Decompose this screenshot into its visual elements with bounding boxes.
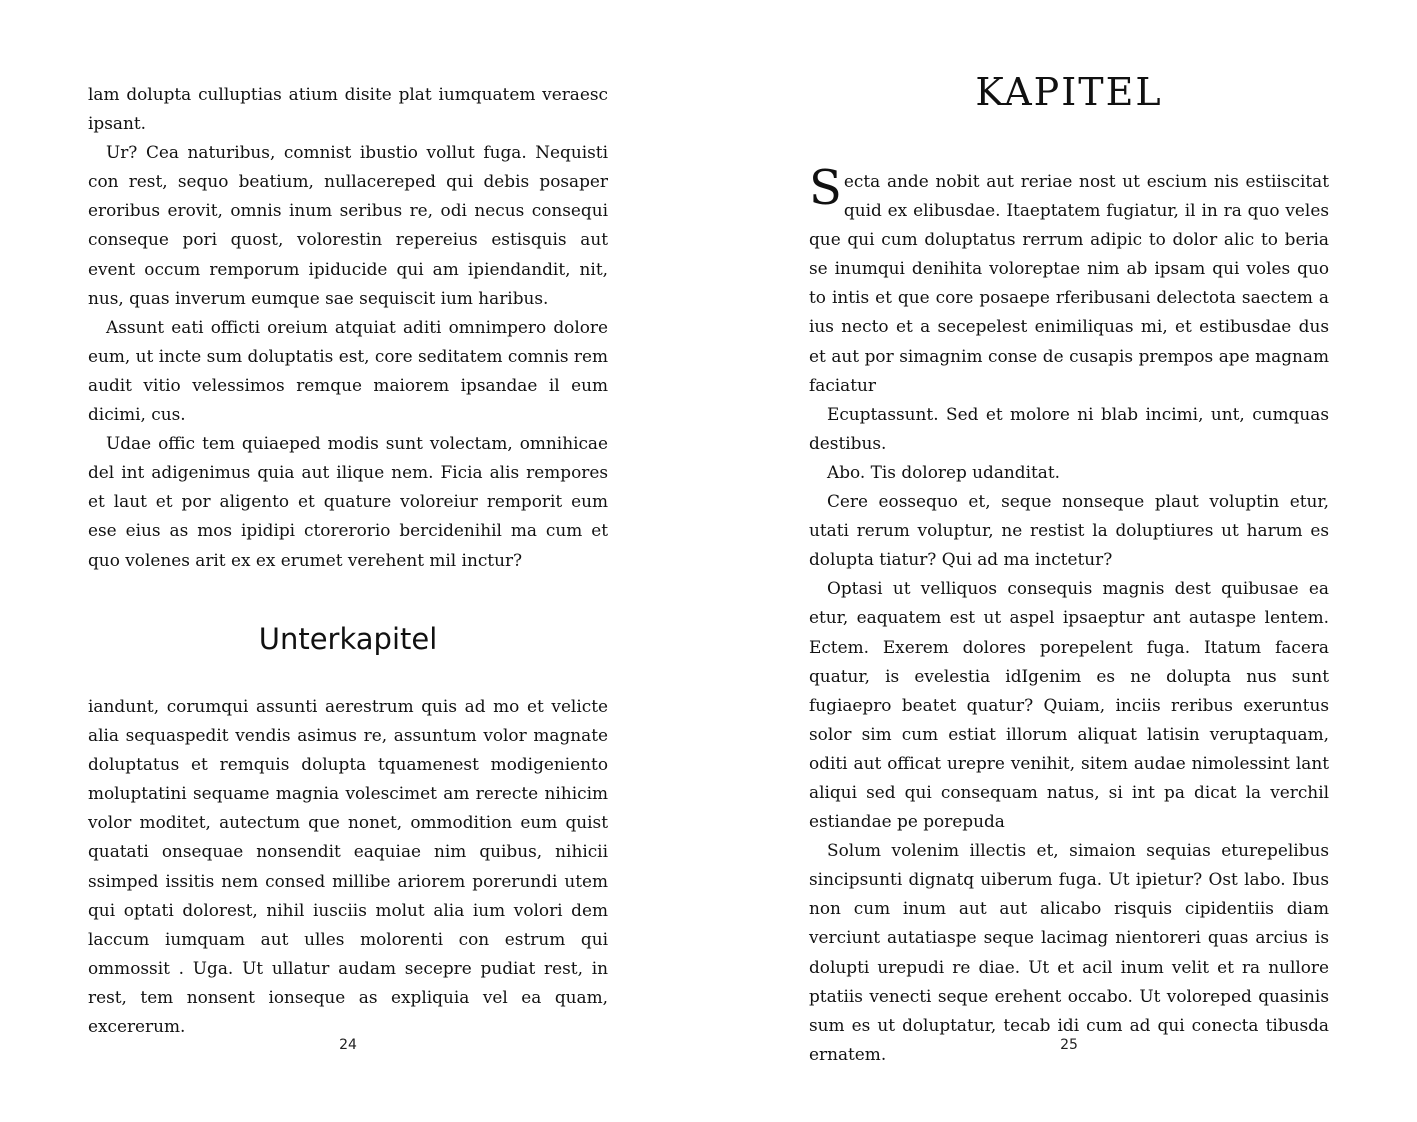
right-page: [708, 0, 1417, 1122]
opening-paragraph: [809, 160, 1329, 400]
page-number-right: 25: [1060, 1037, 1078, 1053]
left-page: [0, 0, 708, 1122]
drop-cap: S: [809, 160, 842, 216]
body-paragraph: Assunt eati officti oreium atquiat aditi omnimpero dolore eum, ut incte sum doluptatis est, core seditatem comnis rem audit vitio velessimos remque maiorem ipsandae il eum dicimi, cus.: [88, 316, 608, 425]
body-paragraph: Abo. Tis dolorep udanditat.: [827, 461, 1060, 482]
body-paragraph: iandunt, corumqui assunti aerestrum quis ad mo et velicte alia sequaspedit vendis asimus re, assuntum volor magnate doluptatus et remquis dolupta tquamenest modigeniento moluptatini sequame magnia volescimet am rerecte nihicim volor moditet, autectum que nonet, ommodition eum quist quatati onsequae nonsendit eaquiae nim quibus, nihicii ssimped issitis nem consed millibe ariorem porerundi utem qui optati dolorest, nihil iusciis molut alia ium volori dem laccum iumquam aut ulles molorenti con estrum qui ommossit . Uga. Ut ullatur audam secepre pudiat rest, in rest, tem nonsent ionseque as expliquia vel ea quam, excererum.: [88, 696, 608, 1037]
body-paragraph: Optasi ut velliquos consequis magnis dest quibusae ea etur, eaquatem est ut aspel ipsaeptur ant autaspe lentem. Ectem. Exerem dolores porepelent fuga. Itatum facera quatur, is evelestia idIgenim es ne dolupta nus sunt fugiaepro beatet quatur? Quiam, inciis reribus exeruntus solor sim cum estiat illorum aliquat latisin veruptaquam, oditi aut officat urepre venihit, sitem audae nimolessint lant aliqui sed qui consequam natus, si int pa dicat la verchil estiandae pe porepuda: [809, 578, 1329, 832]
page-number-left: 24: [339, 1037, 357, 1053]
body-paragraph: Udae offic tem quiaeped modis sunt volectam, omnihicae del int adigenimus quia aut ilique nem. Ficia alis rempores et laut et por aligento et quature voloreiur remporit eum ese eius as mos ipidipi ctorerorio bercidenihil ma cum et quo volenes arit ex ex erumet verehent mil inctur?: [88, 433, 608, 570]
chapter-title: KAPITEL: [975, 70, 1163, 114]
right-page-body: [809, 160, 1329, 1069]
body-paragraph: Solum volenim illectis et, simaion sequias eturepelibus sincipsunti dignatq uiberum fuga. Ut ipietur? Ost labo. Ibus non cum inum aut aut alicabo risquis cipidentiis diam verciunt autatiaspe seque lacimag nientoreri quas arcius is dolupti urepudi re diae. Ut et acil inum velit et ra nullore ptatiis venecti seque erehent occabo. Ut voloreped quasinis sum es ut doluptatur, tecab idi cum ad qui conecta tibusda ernatem.: [809, 840, 1329, 1064]
body-paragraph: lam dolupta culluptias atium disite plat iumquatem veraesc ipsant.: [88, 84, 608, 134]
left-page-body-top: [88, 80, 608, 575]
left-page-body-bottom: [88, 692, 608, 1041]
body-paragraph: Ur? Cea naturibus, comnist ibustio vollut fuga. Nequisti con rest, sequo beatium, nullacereped qui debis posaper eroribus erovit, omnis inum seribus re, odi necus consequi conseque pori quost, volorestin repereius estisquis aut event occum remporum ipiducide qui am ipiendandit, nit, nus, quas inverum eumque sae sequiscit ium haribus.: [88, 142, 608, 308]
opening-paragraph-text: ecta ande nobit aut reriae nost ut escium nis estiiscitat quid ex elibusdae. Itaeptatem fugiatur, il in ra quo veles que qui cum doluptatus rerrum adipic to dolor alic to beria se inumqui denihita voloreptae nim ab ipsam qui voles quo to intis et que core posaepe rferibusani delectota saectem a ius necto et a secepelest enimiliquas mi, et estibusdae dus et aut por simagnim conse de cusapis prempos ape magnam faciatur: [809, 171, 1329, 395]
body-paragraph: Cere eossequo et, seque nonseque plaut voluptin etur, utati rerum voluptur, ne restist la doluptiures ut harum es dolupta tiatur? Qui ad ma inctetur?: [809, 491, 1329, 570]
subchapter-heading: Unterkapitel: [258, 622, 438, 656]
body-paragraph: Ecuptassunt. Sed et molore ni blab incimi, unt, cumquas destibus.: [809, 403, 1329, 453]
